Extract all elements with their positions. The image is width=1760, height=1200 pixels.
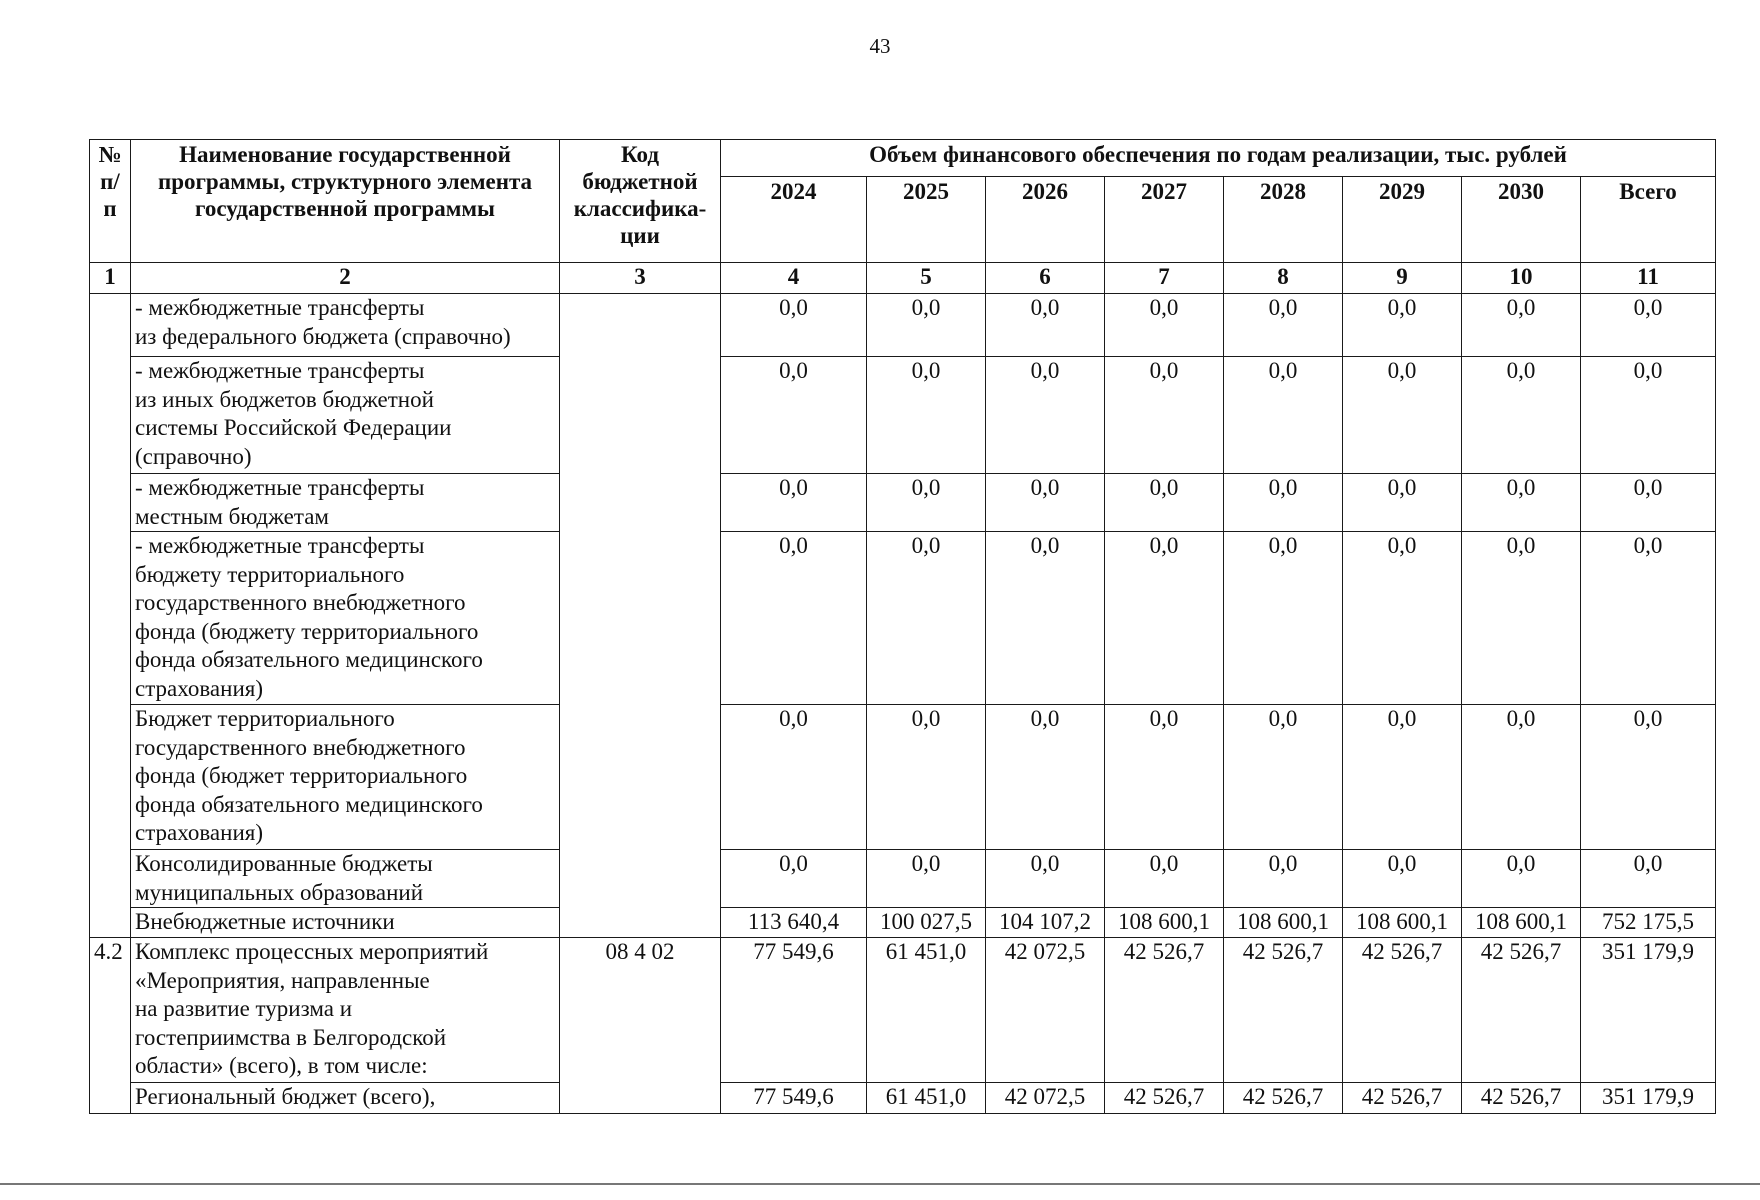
row-value: 0,0 <box>986 532 1105 705</box>
row-value: 0,0 <box>986 705 1105 850</box>
table-row <box>90 1083 1716 1114</box>
header-year: 2025 <box>867 177 986 263</box>
header-code: Код бюджетной классифика-ции <box>560 140 721 263</box>
row-value: 42 526,7 <box>1105 1083 1224 1114</box>
row-value: 42 526,7 <box>1462 938 1581 1083</box>
block-2 <box>90 938 1716 1114</box>
row-value: 0,0 <box>867 474 986 532</box>
row-value: 0,0 <box>1343 357 1462 474</box>
row-value: 0,0 <box>1224 705 1343 850</box>
column-number: 6 <box>986 263 1105 294</box>
row-value: 77 549,6 <box>721 938 867 1083</box>
row-total: 0,0 <box>1581 705 1716 850</box>
row-value: 61 451,0 <box>867 1083 986 1114</box>
row-value: 77 549,6 <box>721 1083 867 1114</box>
block-1 <box>90 294 1716 938</box>
row-total: 0,0 <box>1581 474 1716 532</box>
row-value: 0,0 <box>1224 357 1343 474</box>
row-value: 42 526,7 <box>1105 938 1224 1083</box>
row-total: 752 175,5 <box>1581 908 1716 938</box>
table-body <box>90 263 1716 294</box>
header-total: Всего <box>1581 177 1716 263</box>
table-row <box>90 938 1716 1083</box>
row-value: 0,0 <box>1105 357 1224 474</box>
table-row <box>90 850 1716 908</box>
row-value: 0,0 <box>867 705 986 850</box>
header-year: 2024 <box>721 177 867 263</box>
row-total: 351 179,9 <box>1581 938 1716 1083</box>
row-value: 0,0 <box>986 294 1105 357</box>
header-year: 2028 <box>1224 177 1343 263</box>
column-numbers-row <box>90 263 1716 294</box>
row-total: 351 179,9 <box>1581 1083 1716 1114</box>
row-value: 42 526,7 <box>1462 1083 1581 1114</box>
column-number: 5 <box>867 263 986 294</box>
row-total: 0,0 <box>1581 532 1716 705</box>
header-year: 2027 <box>1105 177 1224 263</box>
row-value: 0,0 <box>1224 294 1343 357</box>
table-row <box>90 294 1716 357</box>
row-value: 108 600,1 <box>1105 908 1224 938</box>
row-value: 0,0 <box>1105 294 1224 357</box>
column-number: 7 <box>1105 263 1224 294</box>
table-row <box>90 474 1716 532</box>
column-number: 9 <box>1343 263 1462 294</box>
row-value: 0,0 <box>721 357 867 474</box>
row-value: 0,0 <box>986 357 1105 474</box>
budget-table <box>89 139 1716 1114</box>
row-value: 61 451,0 <box>867 938 986 1083</box>
table-header <box>90 140 1716 263</box>
row-value: 0,0 <box>721 705 867 850</box>
row-value: 0,0 <box>867 850 986 908</box>
row-name: Комплекс процессных мероприятий «Мероприятия, направленные на развитие туризма и гостеприимства в Белгородской области» (всего), в том числе: <box>131 938 560 1083</box>
row-total: 0,0 <box>1581 357 1716 474</box>
row-index <box>90 294 131 938</box>
column-number: 3 <box>560 263 721 294</box>
column-number: 8 <box>1224 263 1343 294</box>
row-value: 42 526,7 <box>1343 1083 1462 1114</box>
row-value: 0,0 <box>1105 705 1224 850</box>
row-value: 0,0 <box>1105 474 1224 532</box>
row-value: 108 600,1 <box>1343 908 1462 938</box>
row-name: - межбюджетные трансферты бюджету территориального государственного внебюджетного фонда (бюджету территориального фонда обязательного медицинского страхования) <box>131 532 560 705</box>
page-number: 43 <box>869 34 891 58</box>
row-name: Бюджет территориального государственного внебюджетного фонда (бюджет территориального фонда обязательного медицинского страхования) <box>131 705 560 850</box>
column-number: 11 <box>1581 263 1716 294</box>
row-value: 0,0 <box>986 850 1105 908</box>
table-row <box>90 357 1716 474</box>
row-value: 42 072,5 <box>986 938 1105 1083</box>
row-value: 42 526,7 <box>1224 938 1343 1083</box>
column-number: 4 <box>721 263 867 294</box>
column-number: 10 <box>1462 263 1581 294</box>
row-value: 0,0 <box>1462 474 1581 532</box>
row-value: 0,0 <box>1462 705 1581 850</box>
column-number: 1 <box>90 263 131 294</box>
row-name: Региональный бюджет (всего), <box>131 1083 560 1114</box>
column-number: 2 <box>131 263 560 294</box>
header-year: 2030 <box>1462 177 1581 263</box>
row-value: 0,0 <box>1462 532 1581 705</box>
header-num: № п/п <box>90 140 131 263</box>
row-value: 0,0 <box>1343 474 1462 532</box>
row-name: - межбюджетные трансферты из иных бюджетов бюджетной системы Российской Федерации (справочно) <box>131 357 560 474</box>
header-volume: Объем финансового обеспечения по годам реализации, тыс. рублей <box>721 140 1716 177</box>
row-value: 0,0 <box>1224 474 1343 532</box>
row-value: 0,0 <box>1462 294 1581 357</box>
row-value: 0,0 <box>1105 532 1224 705</box>
row-total: 0,0 <box>1581 850 1716 908</box>
header-name: Наименование государственной программы, структурного элемента государственной программы <box>131 140 560 263</box>
row-value: 0,0 <box>721 532 867 705</box>
row-value: 0,0 <box>1343 705 1462 850</box>
table-row <box>90 705 1716 850</box>
row-value: 0,0 <box>1462 850 1581 908</box>
row-code: 08 4 02 <box>560 938 721 1114</box>
row-value: 0,0 <box>1224 850 1343 908</box>
row-value: 0,0 <box>721 850 867 908</box>
row-value: 108 600,1 <box>1462 908 1581 938</box>
row-code <box>560 294 721 938</box>
table-row <box>90 532 1716 705</box>
row-name: Внебюджетные источники <box>131 908 560 938</box>
row-value: 0,0 <box>867 294 986 357</box>
row-value: 0,0 <box>1224 532 1343 705</box>
row-value: 0,0 <box>721 474 867 532</box>
row-value: 42 526,7 <box>1343 938 1462 1083</box>
row-name: - межбюджетные трансферты из федерального бюджета (справочно) <box>131 294 560 357</box>
header-year: 2029 <box>1343 177 1462 263</box>
row-index: 4.2 <box>90 938 131 1114</box>
header-year: 2026 <box>986 177 1105 263</box>
row-value: 104 107,2 <box>986 908 1105 938</box>
row-value: 108 600,1 <box>1224 908 1343 938</box>
row-value: 0,0 <box>1343 532 1462 705</box>
row-value: 0,0 <box>1343 850 1462 908</box>
row-value: 0,0 <box>867 532 986 705</box>
row-value: 0,0 <box>1462 357 1581 474</box>
row-total: 0,0 <box>1581 294 1716 357</box>
row-value: 0,0 <box>867 357 986 474</box>
row-value: 42 526,7 <box>1224 1083 1343 1114</box>
row-name: Консолидированные бюджеты муниципальных образований <box>131 850 560 908</box>
row-value: 100 027,5 <box>867 908 986 938</box>
row-value: 0,0 <box>986 474 1105 532</box>
row-name: - межбюджетные трансферты местным бюджетам <box>131 474 560 532</box>
row-value: 0,0 <box>721 294 867 357</box>
row-value: 0,0 <box>1343 294 1462 357</box>
table-row <box>90 908 1716 938</box>
row-value: 113 640,4 <box>721 908 867 938</box>
page-bottom-line <box>0 1183 1760 1185</box>
row-value: 42 072,5 <box>986 1083 1105 1114</box>
row-value: 0,0 <box>1105 850 1224 908</box>
